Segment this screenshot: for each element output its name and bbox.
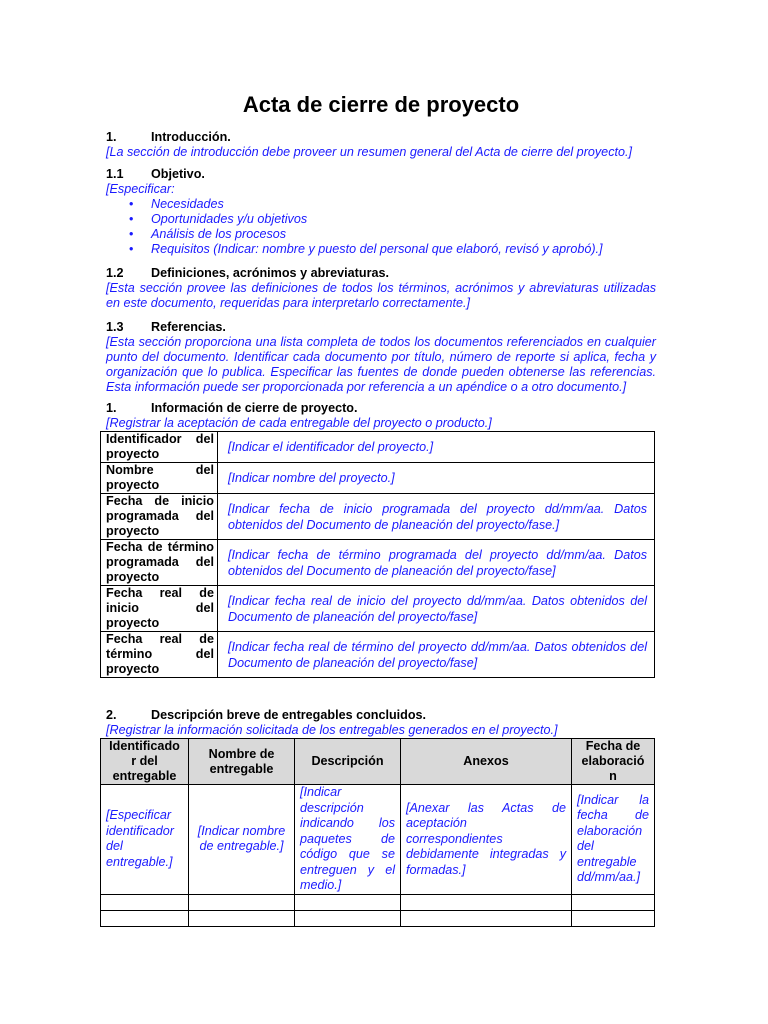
section-entregables-text: [Registrar la información solicitada de los entregables generados en el proyecto.] bbox=[106, 723, 558, 737]
table-cell bbox=[101, 894, 189, 910]
table-row bbox=[101, 540, 655, 586]
list-item: • Necesidades bbox=[151, 197, 656, 212]
table-key-cell: Identificador del proyecto bbox=[101, 432, 218, 463]
table-row bbox=[101, 785, 655, 895]
deliverables-table bbox=[100, 738, 655, 927]
section-informacion-cierre-text: [Registrar la aceptación de cada entregable del proyecto o producto.] bbox=[106, 416, 492, 430]
document-title: Acta de cierre de proyecto bbox=[242, 92, 520, 117]
table-value-cell: [Indicar fecha de término programada del proyecto dd/mm/aa. Datos obtenidos del Documento de planeación del proyecto/fase] bbox=[218, 540, 655, 586]
column-header: Identificado r del entregable bbox=[101, 739, 189, 785]
table-value-cell: [Indicar el identificador del proyecto.] bbox=[218, 432, 655, 463]
table-cell bbox=[189, 894, 295, 910]
list-item: • Análisis de los procesos bbox=[151, 227, 656, 242]
table-key-cell: Fecha real de inicio del proyecto bbox=[101, 586, 218, 632]
table-cell: [Indicar la fecha de elaboración del entregable dd/mm/aa.] bbox=[572, 785, 655, 895]
table-row bbox=[101, 894, 655, 910]
project-closure-info-table bbox=[100, 431, 655, 678]
table-key-cell: Fecha de inicio programada del proyecto bbox=[101, 494, 218, 540]
list-item: • Oportunidades y/u objetivos bbox=[151, 212, 656, 227]
table-key-cell: Nombre del proyecto bbox=[101, 463, 218, 494]
table-cell bbox=[101, 910, 189, 926]
section-referencias-text: [Esta sección proporciona una lista completa de todos los documentos referenciados en cualquier punto del documento. Identificar cada documento por título, número de reporte si aplica, fecha y organización que lo publica. Especificar las fuentes de donde pueden obtenerse las referencias. Esta información puede ser proporcionada por referencia a un apéndice o a otro documento.] bbox=[106, 335, 656, 394]
table-value-cell: [Indicar fecha real de inicio del proyecto dd/mm/aa. Datos obtenidos del Documento de planeación del proyecto/fase] bbox=[218, 586, 655, 632]
column-header: Descripción bbox=[295, 739, 401, 785]
table-value-cell: [Indicar fecha de inicio programada del proyecto dd/mm/aa. Datos obtenidos del Documento de planeación del proyecto/fase.] bbox=[218, 494, 655, 540]
section-entregables-heading: 2. Descripción breve de entregables concluidos. bbox=[106, 708, 427, 722]
table-row bbox=[101, 910, 655, 926]
section-objetivo-heading: 1.1 Objetivo. bbox=[106, 167, 205, 181]
table-cell bbox=[401, 910, 572, 926]
table-cell bbox=[401, 894, 572, 910]
table-cell: [Anexar las Actas de aceptación correspondientes debidamente integradas y formadas.] bbox=[401, 785, 572, 895]
table-row bbox=[101, 494, 655, 540]
table-key-cell: Fecha real de término del proyecto bbox=[101, 632, 218, 678]
table-cell bbox=[572, 910, 655, 926]
table-value-cell: [Indicar fecha real de término del proyecto dd/mm/aa. Datos obtenidos del Documento de planeación del proyecto/fase] bbox=[218, 632, 655, 678]
table-value-cell: [Indicar nombre del proyecto.] bbox=[218, 463, 655, 494]
section-introduccion-text: [La sección de introducción debe proveer un resumen general del Acta de cierre del proyecto.] bbox=[106, 145, 632, 159]
column-header: Nombre de entregable bbox=[189, 739, 295, 785]
column-header: Anexos bbox=[401, 739, 572, 785]
table-key-cell: Fecha de término programada del proyecto bbox=[101, 540, 218, 586]
section-definiciones-text: [Esta sección provee las definiciones de todos los términos, acrónimos y abreviaturas utilizadas en este documento, requeridas para interpretarlo correctamente.] bbox=[106, 281, 656, 310]
objetivo-list bbox=[106, 197, 656, 257]
list-item: • Requisitos (Indicar: nombre y puesto del personal que elaboró, revisó y aprobó).] bbox=[151, 242, 656, 257]
table-row bbox=[101, 586, 655, 632]
section-referencias-heading: 1.3 Referencias. bbox=[106, 320, 226, 334]
objetivo-intro: [Especificar: bbox=[106, 182, 175, 196]
column-header: Fecha de elaboració n bbox=[572, 739, 655, 785]
table-cell: [Especificar identificador del entregable.] bbox=[101, 785, 189, 895]
table-header-row bbox=[101, 739, 655, 785]
table-row bbox=[101, 432, 655, 463]
table-cell: [Indicar descripción indicando los paquetes de código que se entreguen y el medio.] bbox=[295, 785, 401, 895]
table-cell bbox=[295, 910, 401, 926]
table-cell bbox=[295, 894, 401, 910]
section-definiciones-heading: 1.2 Definiciones, acrónimos y abreviaturas. bbox=[106, 266, 389, 280]
table-row bbox=[101, 632, 655, 678]
table-cell bbox=[572, 894, 655, 910]
table-cell: [Indicar nombre de entregable.] bbox=[189, 785, 295, 895]
table-row bbox=[101, 463, 655, 494]
section-informacion-cierre-heading: 1. Información de cierre de proyecto. bbox=[106, 401, 358, 415]
table-cell bbox=[189, 910, 295, 926]
section-introduccion-heading: 1. Introducción. bbox=[106, 130, 231, 144]
document-body bbox=[106, 90, 656, 927]
